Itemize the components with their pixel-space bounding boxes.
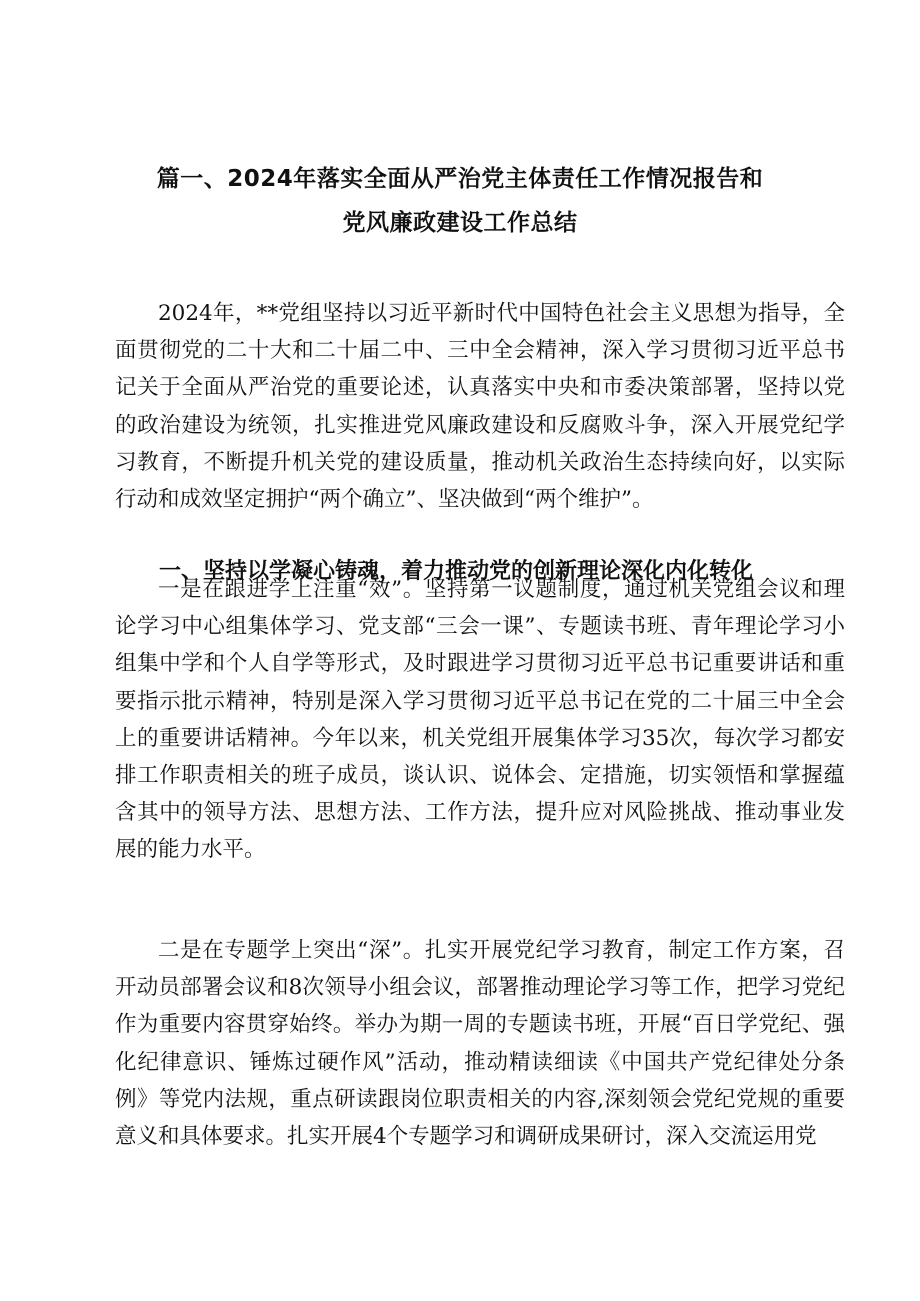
section-heading-1: 一、坚持以学凝心铸魂，着力推动党的创新理论深化内化转化 [159,559,754,584]
paragraph-follow-up-study: 一是在跟进学上注重“效”。坚持第一议题制度，通过机关党组会议和理论学习中心组集体学习、党支部“三会一课”、专题读书班、青年理论学习小组集中学和个人自学等形式，及时跟进学习贯彻习近平总书记重要讲话和重要指示批示精神，特别是深入学习贯彻习近平总书记在党的二十届三中全会上的重要讲话精神。今年以来，机关党组开展集体学习35次，每次学习都安排工作职责相关的班子成员，谈认识、说体会、定措施，切实领悟和掌握蕴含其中的领导方法、思想方法、工作方法，提升应对风险挑战、推动事业发展的能力水平。 [115,577,845,863]
intro-paragraph: 2024年，**党组坚持以习近平新时代中国特色社会主义思想为指导，全面贯彻党的二十大和二十届二中、三中全会精神，深入学习贯彻习近平总书记关于全面从严治党的重要论述，认真落实中央和市委决策部署，坚持以党的政治建设为统领，扎实推进党风廉政建设和反腐败斗争，深入开展党纪学习教育，不断提升机关党的建设质量，推动机关政治生态持续向好，以实际行动和成效坚定拥护“两个确立”、坚决做到“两个维护”。 [115,301,845,513]
document-title-line-2: 党风廉政建设工作总结 [342,210,578,236]
document-title-line-1: 篇一、2024年落实全面从严治党主体责任工作情况报告和 [156,166,764,192]
paragraph-special-study: 二是在专题学上突出“深”。扎实开展党纪学习教育，制定工作方案，召开动员部署会议和8次领导小组会议，部署推动理论学习等工作，把学习党纪作为重要内容贯穿始终。举办为期一周的专题读书班，开展“百日学党纪、强化纪律意识、锤炼过硬作风”活动，推动精读细读《中国共产党纪律处分条例》等党内法规，重点研读跟岗位职责相关的内容,深刻领会党纪党规的重要意义和具体要求。扎实开展4个专题学习和调研成果研讨，深入交流运用党 [115,938,845,1150]
